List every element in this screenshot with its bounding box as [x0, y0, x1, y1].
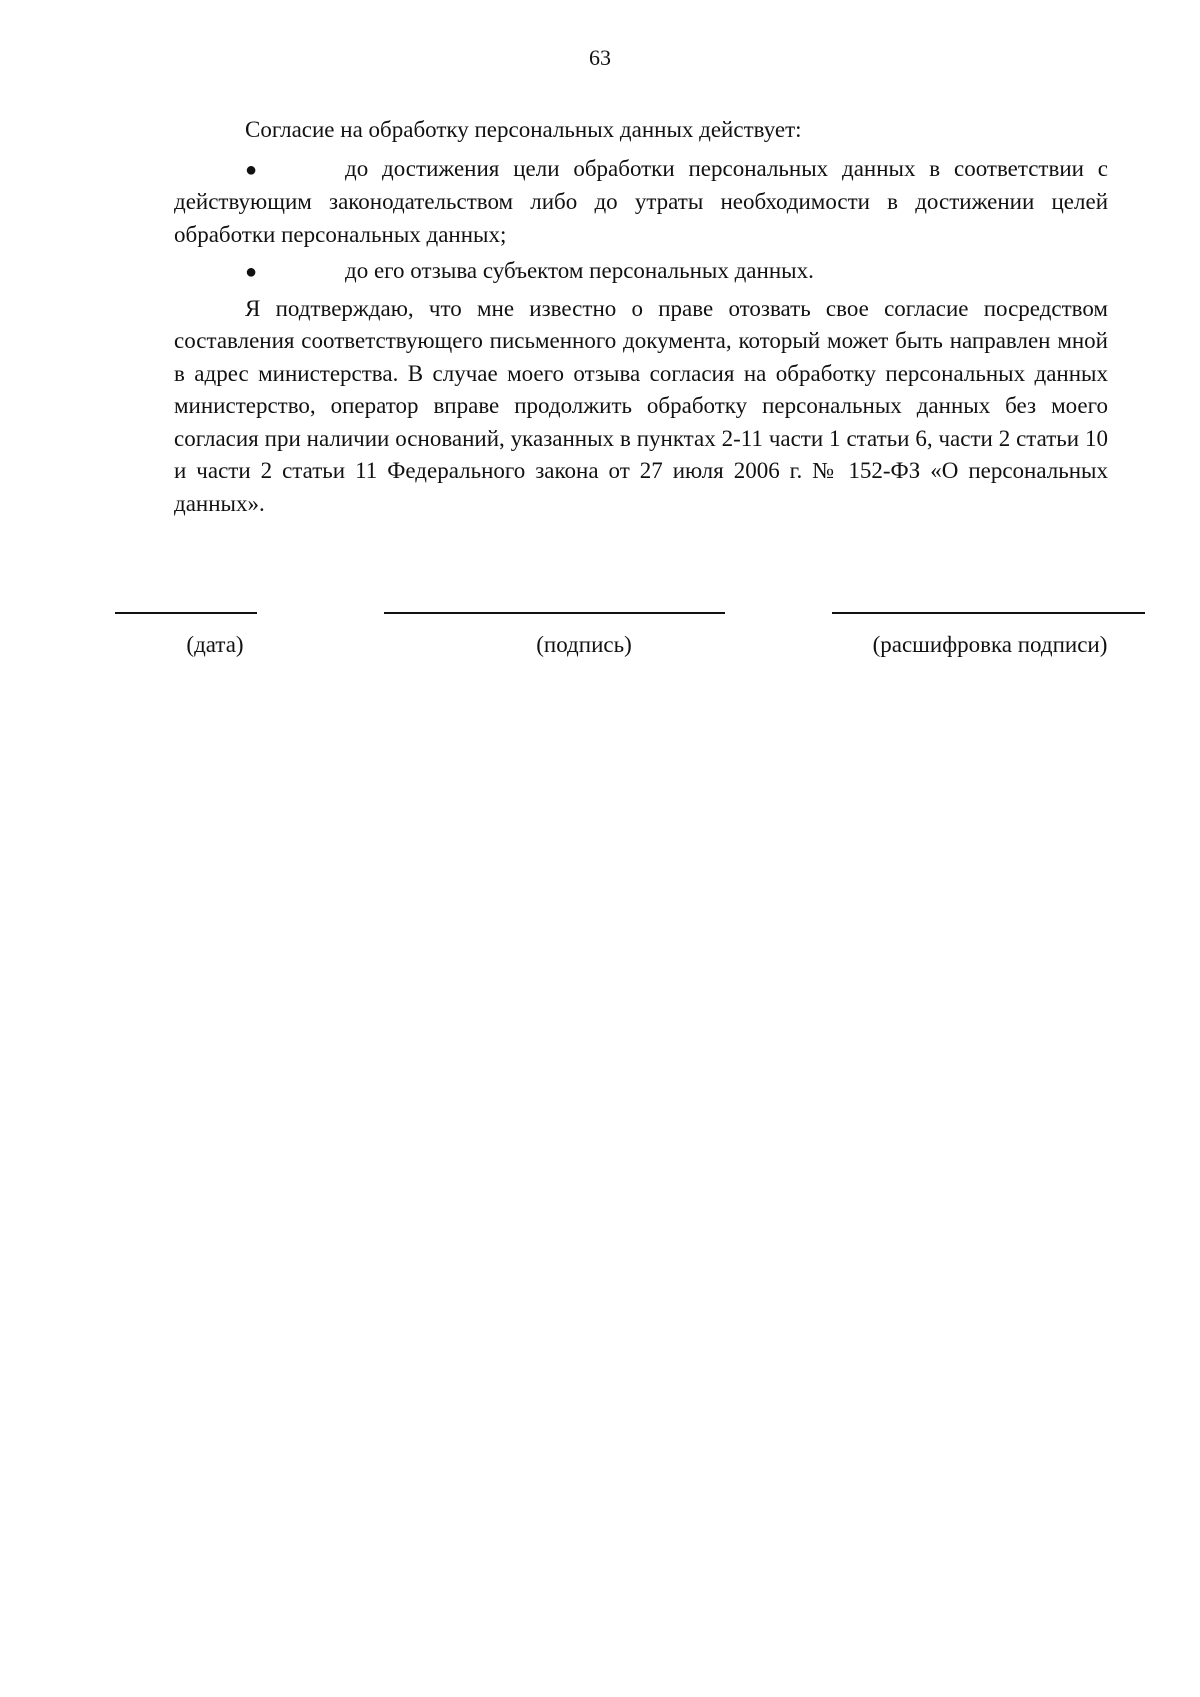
- consent-validity-intro: Согласие на обработку персональных данных действует:: [245, 117, 802, 142]
- date-line: [115, 612, 257, 614]
- confirmation-paragraph: Я подтверждаю, что мне известно о праве отозвать свое согласие посредством составления соответствующего письменного документа, который может быть направлен мной в адрес министерства. В случае моего отзыва согласия на обработку персональных данных министерство, оператор вправе продолжить обработку персональных данных без моего согласия при наличии оснований, указанных в пунктах 2-11 части 1 статьи 6, части 2 статьи 10 и части 2 статьи 11 Федерального закона от 27 июля 2006 г. № 152-ФЗ «О персональных данных».: [174, 295, 1108, 516]
- date-label: (дата): [186, 632, 244, 657]
- name-line: [832, 612, 1145, 614]
- list-item: [174, 153, 1108, 252]
- bullet-text: до его отзыва субъектом персональных данных.: [345, 258, 814, 283]
- signature-label: (подпись): [536, 632, 632, 657]
- page-number: 63: [589, 45, 611, 70]
- bullet-icon: ●: [245, 261, 258, 283]
- document-body: [174, 114, 1108, 520]
- signature-line: [384, 612, 725, 614]
- bullet-text: до достижения цели обработки персональных данных в соответствии с действующим законодательством либо до утраты необходимости в достижении целей обработки персональных данных;: [174, 155, 1108, 247]
- bullet-icon: ●: [245, 158, 258, 181]
- signature-block: [0, 596, 1200, 676]
- list-item: [174, 255, 1108, 289]
- signature-name-label: (расшифровка подписи): [872, 632, 1108, 657]
